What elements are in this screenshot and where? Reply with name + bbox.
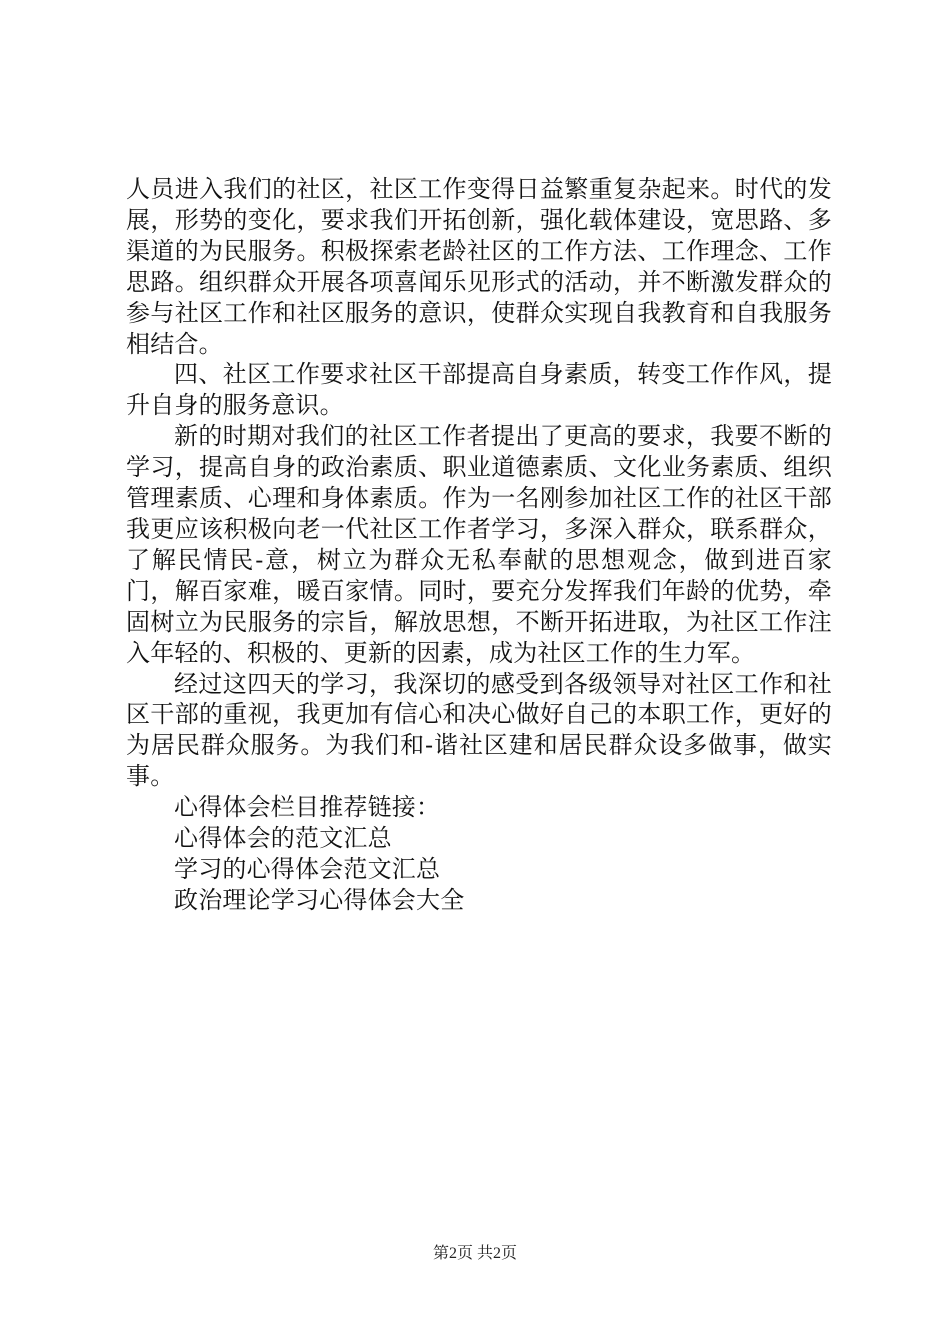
- page-footer: 第2页 共2页: [432, 1245, 517, 1262]
- recommended-links: [126, 792, 832, 916]
- paragraph-2: 四、社区工作要求社区干部提高自身素质，转变工作作风，提升自身的服务意识。: [126, 360, 832, 420]
- link-item[interactable]: 学习的心得体会范文汇总: [174, 854, 441, 883]
- link-item[interactable]: 政治理论学习心得体会大全: [174, 885, 465, 914]
- paragraph-3: 新的时期对我们的社区工作者提出了更高的要求，我要不断的学习，提高自身的政治素质、职业道德素质、文化业务素质、组织管理素质、心理和身体素质。作为一名刚参加社区工作的社区干部我更应该积极向老一代社区工作者学习，多深入群众，联系群众，了解民情民-意，树立为群众无私奉献的思想观念，做到进百家门，解百家难，暖百家情。同时，要充分发挥我们年龄的优势，牵固树立为民服务的宗旨，解放思想，不断开拓进取，为社区工作注入年轻的、积极的、更新的因素，成为社区工作的生力军。: [126, 422, 832, 667]
- paragraph-4: 经过这四天的学习，我深切的感受到各级领导对社区工作和社区干部的重视，我更加有信心和决心做好自己的本职工作，更好的为居民群众服务。为我们和-谐社区建和居民群众设多做事，做实事。: [126, 669, 832, 791]
- paragraph-1: 人员进入我们的社区，社区工作变得日益繁重复杂起来。时代的发展，形势的变化，要求我们开拓创新，强化载体建设，宽思路、多渠道的为民服务。积极探索老龄社区的工作方法、工作理念、工作思路。组织群众开展各项喜闻乐见形式的活动，并不断激发群众的参与社区工作和社区服务的意识，使群众实现自我教育和自我服务相结合。: [126, 175, 832, 358]
- document-body: [126, 174, 832, 916]
- link-item[interactable]: 心得体会的范文汇总: [174, 824, 392, 853]
- links-heading: 心得体会栏目推荐链接：: [174, 793, 441, 822]
